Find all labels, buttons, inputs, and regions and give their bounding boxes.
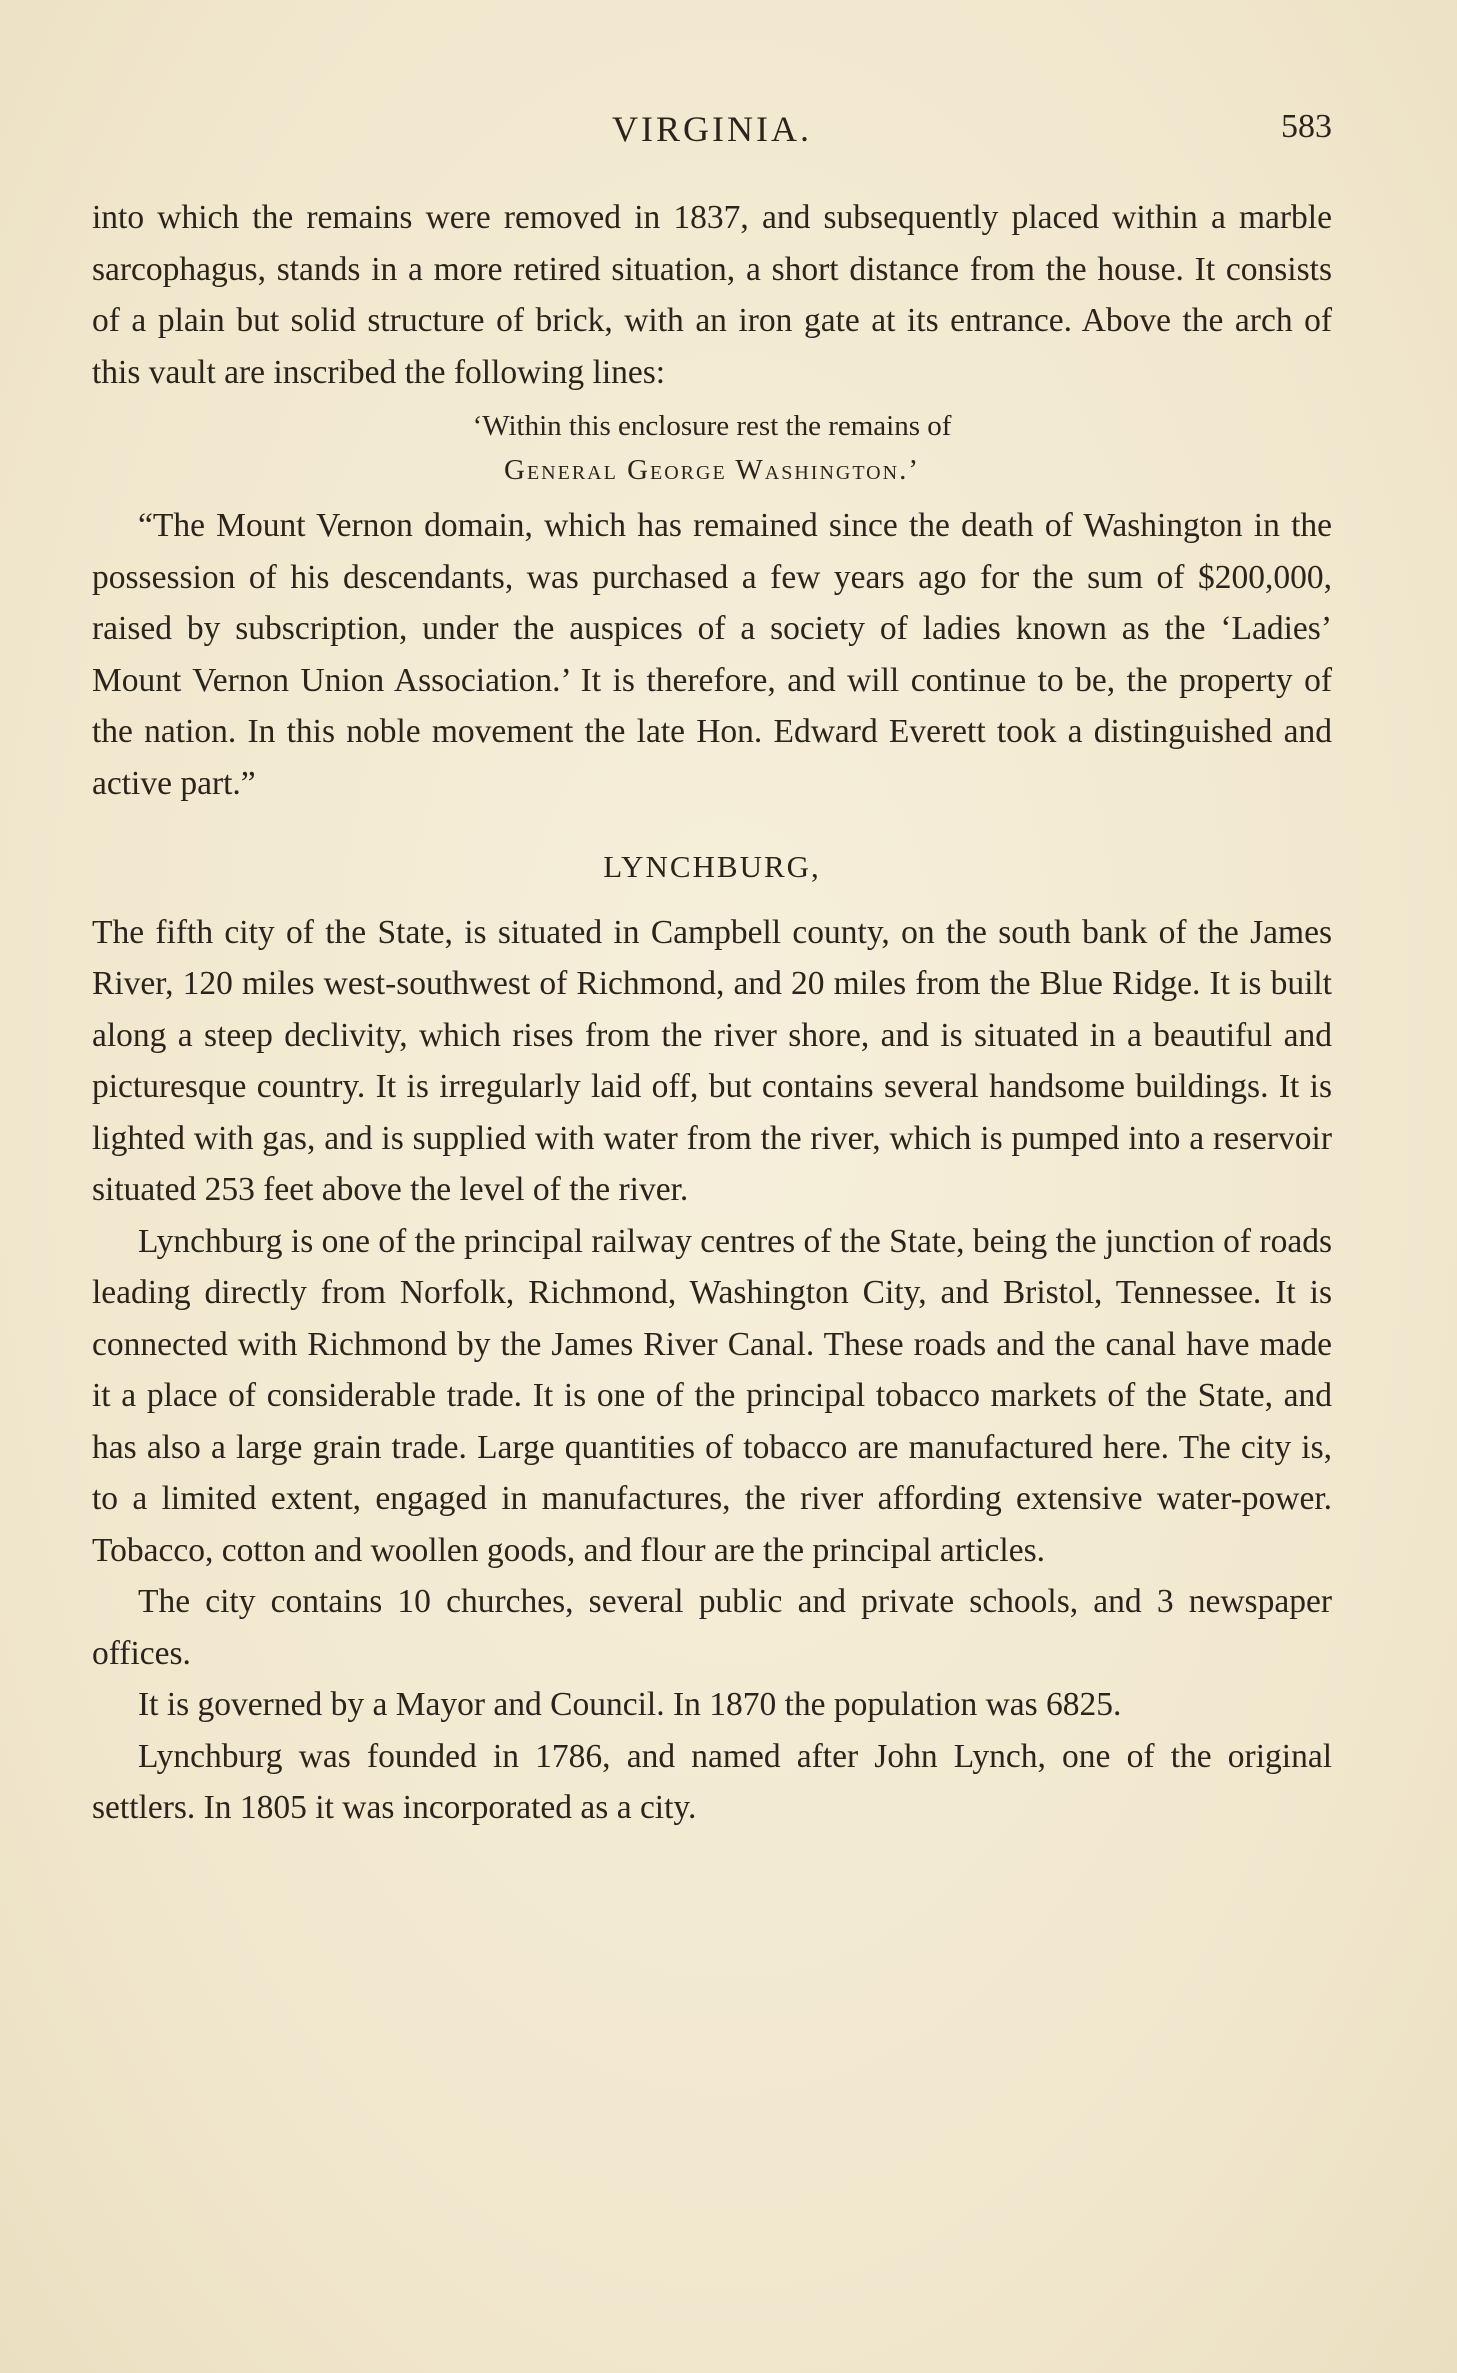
running-head xyxy=(92,108,1332,158)
paragraph-mount-vernon-domain: “The Mount Vernon domain, which has remained since the death of Washington in the possession of his descendants, was purchased a few years ago for the sum of $200,000, raised by subscription, under the auspices of a society of ladies known as the ‘Ladies’ Mount Vernon Union Association.’ It is therefore, and will continue to be, the property of the nation. In this noble movement the late Hon. Edward Everett took a distinguished and active part.” xyxy=(92,507,1332,802)
section-heading-lynchburg: LYNCHBURG, xyxy=(603,849,821,884)
paragraph-lynchburg-government: It is governed by a Mayor and Council. In 1870 the population was 6825. xyxy=(138,1686,1122,1723)
body-text xyxy=(92,192,1332,1834)
paragraph-lynchburg-founding: Lynchburg was founded in 1786, and named after John Lynch, one of the original settlers. In 1805 it was incorporated as a city. xyxy=(92,1737,1332,1826)
running-title: VIRGINIA. xyxy=(612,109,812,149)
inscription xyxy=(92,404,1332,492)
inscription-line-2: General George Washington.’ xyxy=(504,454,920,486)
paragraph-lynchburg-churches: The city contains 10 churches, several public and private schools, and 3 newspaper offices. xyxy=(92,1583,1332,1672)
page-number: 583 xyxy=(1281,108,1332,145)
paragraph-lynchburg-railways: Lynchburg is one of the principal railway centres of the State, being the junction of roads leading directly from Norfolk, Richmond, Washington City, and Bristol, Tennessee. It is connected with Richmond by the James River Canal. These roads and the canal have made it a place of considerable trade. It is one of the principal tobacco markets of the State, and has also a large grain trade. Large quantities of tobacco are manufactured here. The city is, to a limited extent, engaged in manufactures, the river affording extensive water-power. Tobacco, cotton and woollen goods, and flour are the principal articles. xyxy=(92,1222,1332,1569)
paragraph-lynchburg-location: The fifth city of the State, is situated in Campbell county, on the south bank of the James River, 120 miles west-southwest of Richmond, and 20 miles from the Blue Ridge. It is built along a steep declivity, which rises from the river shore, and is situated in a beautiful and picturesque country. It is irregularly laid off, but contains several handsome buildings. It is lighted with gas, and is supplied with water from the river, which is pumped into a reservoir situated 253 feet above the level of the river. xyxy=(92,913,1332,1208)
inscription-line-1: ‘Within this enclosure rest the remains of xyxy=(472,410,952,442)
paragraph-vault-description: into which the remains were removed in 1837, and subsequently placed within a marble sarcophagus, stands in a more retired situation, a short distance from the house. It consists of a plain but solid structure of brick, with an iron gate at its entrance. Above the arch of this vault are inscribed the following lines: xyxy=(92,199,1332,391)
